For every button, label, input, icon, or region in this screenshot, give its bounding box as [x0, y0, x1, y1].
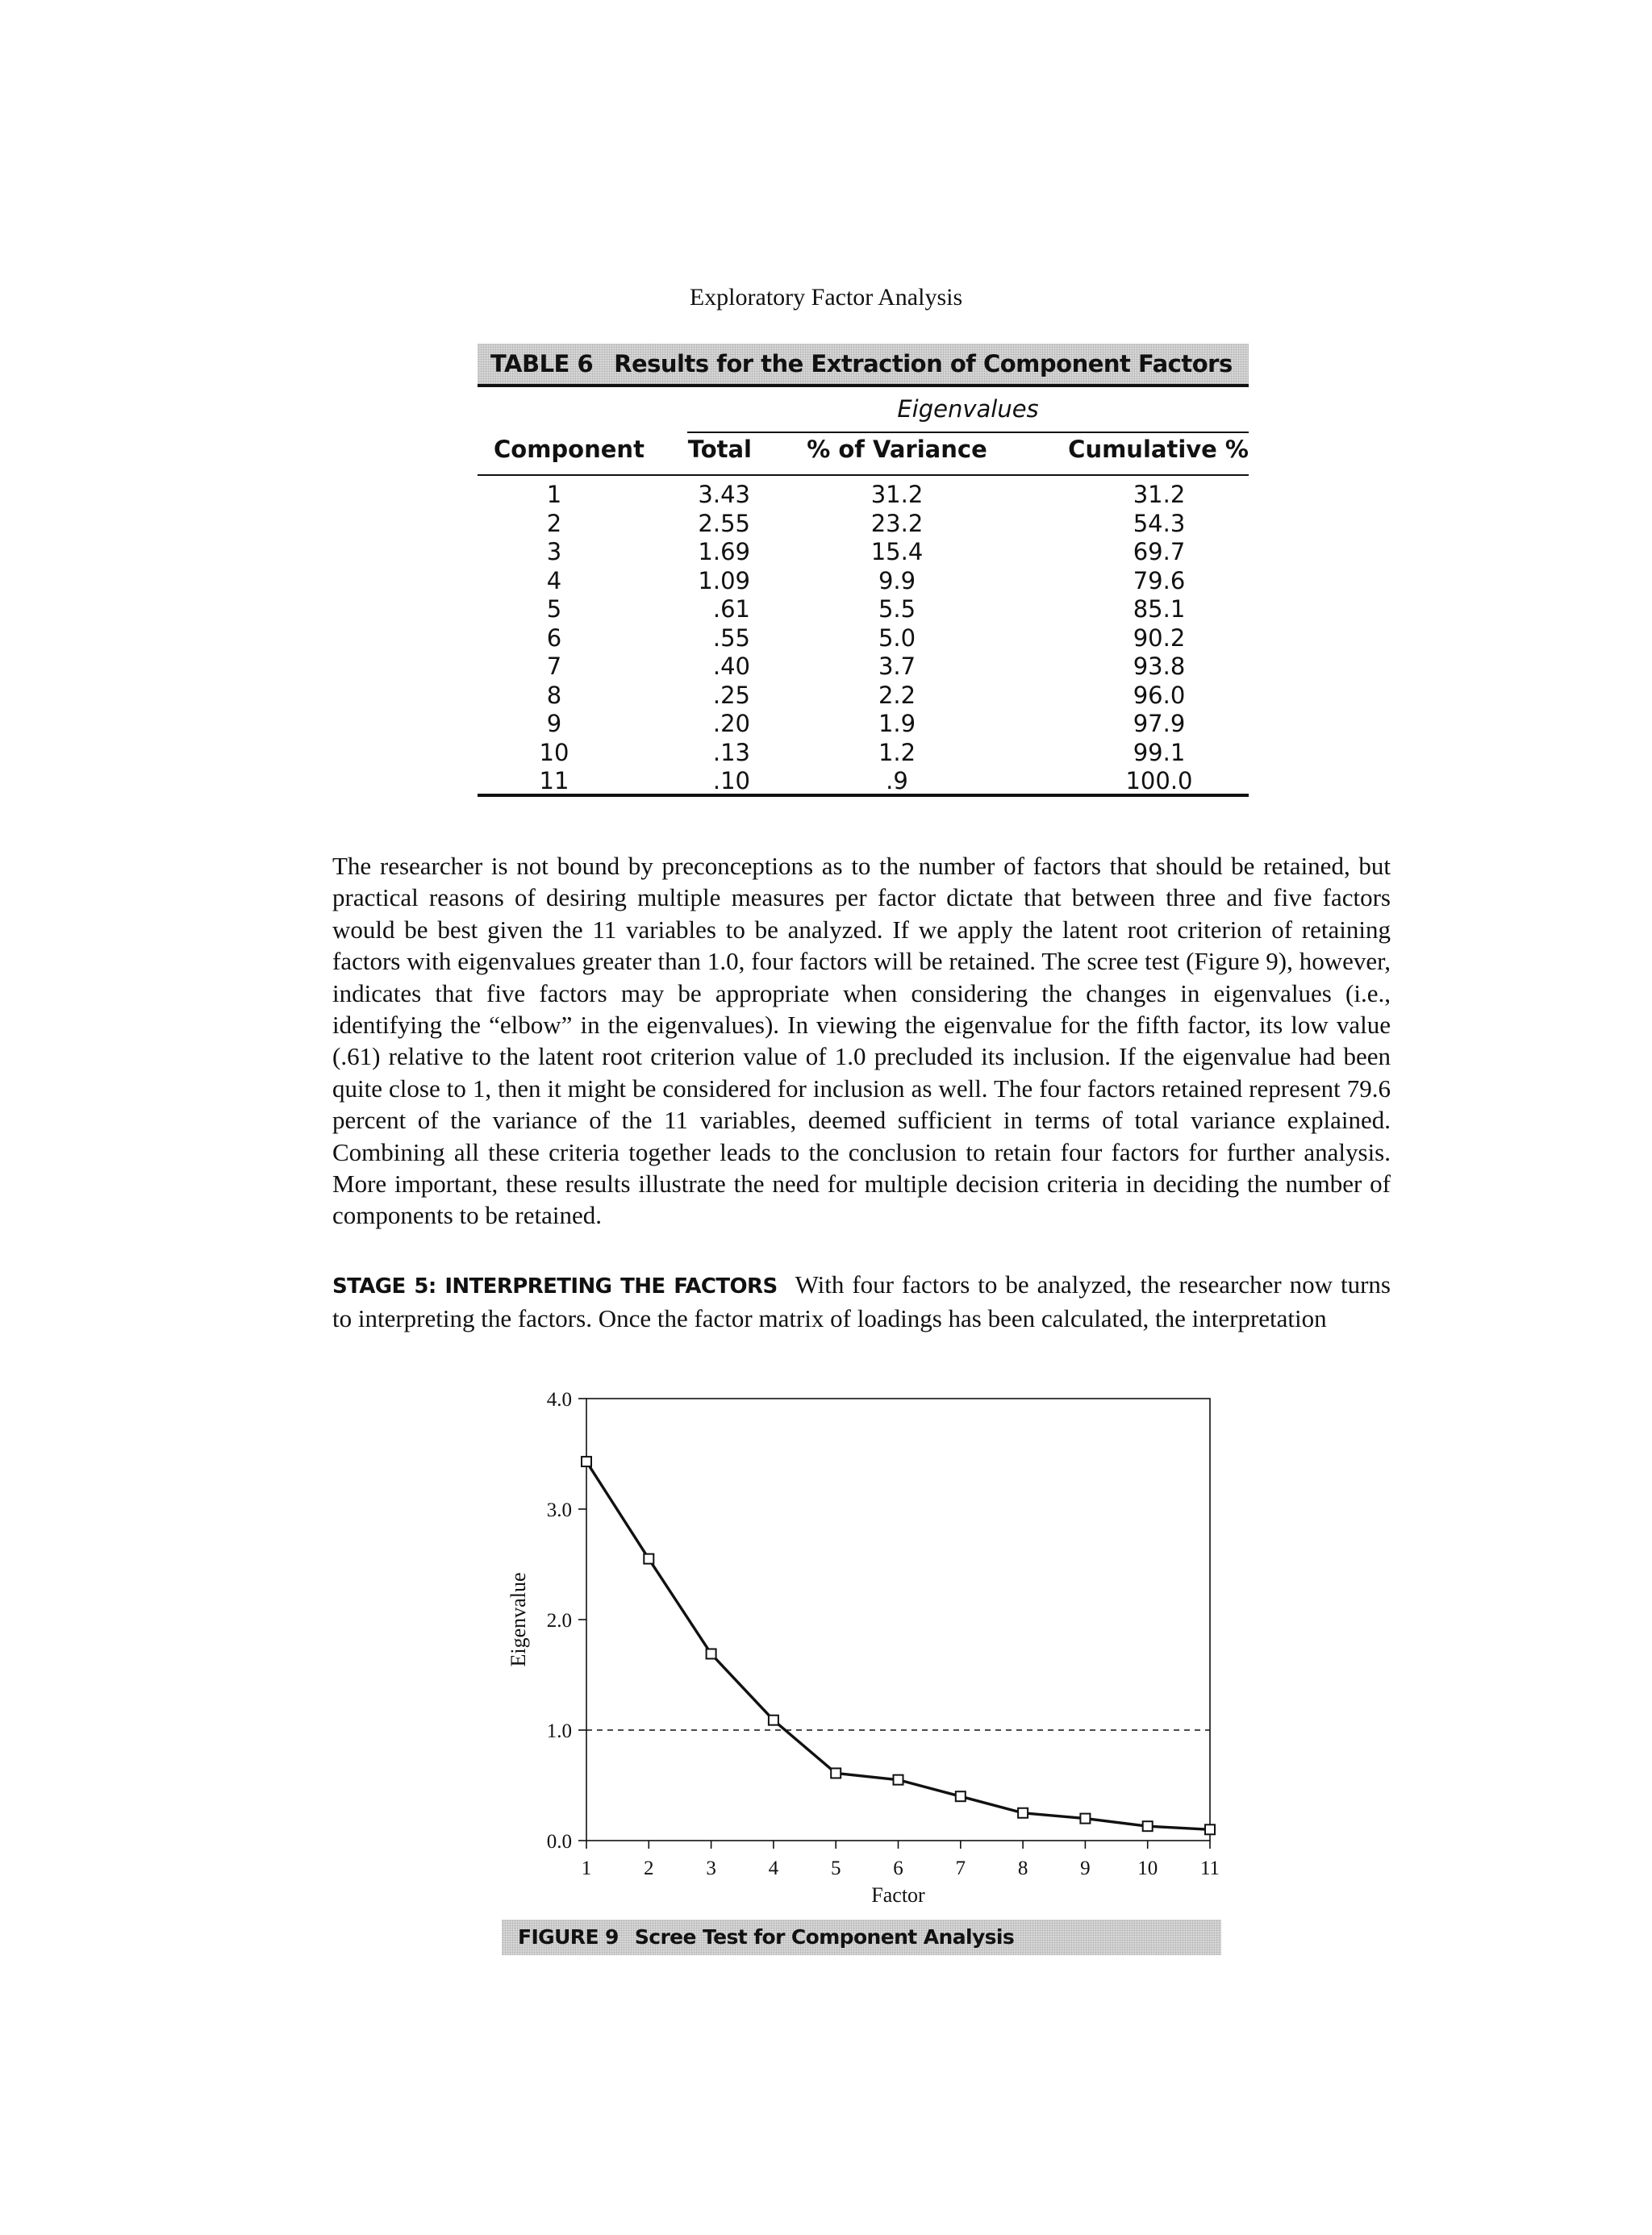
table-cell: 31.2: [1133, 481, 1186, 508]
data-point: [831, 1768, 841, 1778]
plot-frame: [586, 1399, 1210, 1841]
table-cell: 100.0: [1125, 767, 1193, 794]
data-point: [582, 1457, 591, 1466]
table-cell: 31.2: [870, 481, 924, 508]
x-tick-label: 6: [893, 1858, 903, 1879]
table-number: TABLE 6: [490, 350, 594, 377]
y-tick-label: 1.0: [546, 1720, 572, 1742]
table-cell: 1.09: [698, 566, 750, 594]
x-tick-label: 1: [581, 1858, 592, 1879]
table-cell: 5.0: [878, 623, 916, 652]
x-tick-label: 8: [1017, 1858, 1028, 1879]
table-cell: 9: [546, 710, 562, 737]
figure-caption: [502, 1920, 1221, 1955]
figure-title: Scree Test for Component Analysis: [634, 1925, 1015, 1949]
data-point: [707, 1649, 716, 1658]
x-tick-label: 9: [1080, 1858, 1091, 1879]
data-point: [956, 1791, 966, 1801]
table-cell: .40: [712, 653, 750, 680]
x-tick-label: 2: [644, 1858, 654, 1879]
table-cell: .13: [712, 738, 750, 766]
table-cell: 15.4: [870, 538, 924, 565]
x-tick-label: 10: [1137, 1858, 1158, 1879]
table-cell: 3.43: [698, 481, 750, 508]
y-tick-label: 3.0: [546, 1499, 572, 1521]
table-cell: 93.8: [1133, 653, 1186, 680]
table-cell: .25: [712, 681, 750, 709]
spanning-header-eigenvalues: Eigenvalues: [897, 395, 1039, 423]
table-cell: 2.55: [698, 509, 750, 537]
x-tick-label: 4: [768, 1858, 779, 1879]
y-tick-label: 0.0: [546, 1831, 572, 1853]
table-cell: 97.9: [1133, 710, 1186, 737]
stage-heading: STAGE 5: INTERPRETING THE FACTORS: [332, 1274, 778, 1299]
x-axis-label: Factor: [871, 1883, 925, 1907]
data-point: [1143, 1821, 1153, 1831]
data-point: [1018, 1808, 1028, 1818]
table-cell: 4: [546, 566, 562, 594]
table-cell: 69.7: [1133, 538, 1186, 565]
x-tick-label: 3: [706, 1858, 716, 1879]
table-cell: 2.2: [878, 681, 916, 709]
table-cell: 1.9: [878, 710, 916, 737]
table-title: Results for the Extraction of Component Factors: [614, 350, 1233, 377]
table-cell: .10: [712, 767, 750, 794]
table-cell: 10: [539, 738, 569, 766]
table-cell: .55: [712, 623, 750, 652]
data-point: [644, 1554, 653, 1564]
stage-paragraph-text: With four factors to be analyzed, the researcher now turns to interpreting the factors. Once the factor matrix of loadings has been calculated, the interpretation: [332, 1270, 1391, 1333]
table-cell: 2: [546, 509, 562, 537]
figure-number: FIGURE 9: [518, 1925, 619, 1949]
y-tick-label: 4.0: [546, 1389, 572, 1411]
running-head: Exploratory Factor Analysis: [689, 284, 963, 311]
x-tick-label: 7: [955, 1858, 966, 1879]
data-point: [1080, 1814, 1090, 1824]
table-cell: 3: [546, 538, 562, 565]
column-header-component: Component: [494, 436, 645, 463]
table-cell: 11: [539, 767, 569, 794]
table-cell: 7: [546, 653, 562, 680]
column-header-total: Total: [687, 436, 752, 463]
x-tick-label: 5: [830, 1858, 841, 1879]
data-point: [1205, 1824, 1215, 1834]
table-cell: 5: [546, 595, 562, 623]
table-cell: 23.2: [870, 509, 924, 537]
data-point: [769, 1716, 778, 1725]
table-cell: 8: [546, 681, 562, 709]
data-point: [894, 1775, 903, 1785]
body-paragraph-1: The researcher is not bound by preconceptions as to the number of factors that should be retained, but practical reasons of desiring multiple measures per factor dictate that between three and five factors would be best given the 11 variables to be analyzed. If we apply the latent root criterion of retaining factors with eigenvalues greater than 1.0, four factors will be retained. The scree test (Figure 9), however, indicates that five factors may be appropriate when considering the changes in eigenvalues (i.e., identifying the “elbow” in the eigenvalues). In viewing the eigenvalue for the fifth factor, its low value (.61) relative to the latent root criterion value of 1.0 precluded its inclusion. If the eigenvalue had been quite close to 1, then it might be considered for inclusion as well. The four factors retained represent 79.6 percent of the variance of the 11 variables, deemed sufficient in terms of total variance explained. Combining all these criteria together leads to the conclusion to retain four factors for further analysis. More important, these results illustrate the need for multiple decision criteria in deciding the number of components to be retained.: [332, 852, 1391, 1230]
table-cell: 1.2: [878, 738, 916, 766]
table-cell: 99.1: [1133, 738, 1186, 766]
column-header-variance: % of Variance: [807, 436, 987, 463]
x-tick-label: 11: [1199, 1858, 1220, 1879]
table-cell: 6: [546, 623, 562, 652]
table-cell: 79.6: [1133, 566, 1186, 594]
table-cell: 54.3: [1133, 509, 1186, 537]
table-cell: .20: [712, 710, 750, 737]
table-cell: 5.5: [878, 595, 916, 623]
table-cell: 1.69: [698, 538, 750, 565]
table-cell: 90.2: [1133, 623, 1186, 652]
table-cell: 1: [546, 481, 562, 508]
table-cell: .61: [712, 595, 750, 623]
table-cell: 9.9: [878, 566, 916, 594]
table-cell: 96.0: [1133, 681, 1186, 709]
y-axis-label: Eigenvalue: [507, 1572, 530, 1667]
column-header-cumulative: Cumulative %: [1068, 436, 1249, 463]
y-tick-label: 2.0: [546, 1610, 572, 1632]
table-cell: 85.1: [1133, 595, 1186, 623]
table-cell: .9: [886, 767, 908, 794]
series-line: [586, 1462, 1210, 1829]
table-cell: 3.7: [878, 653, 916, 680]
